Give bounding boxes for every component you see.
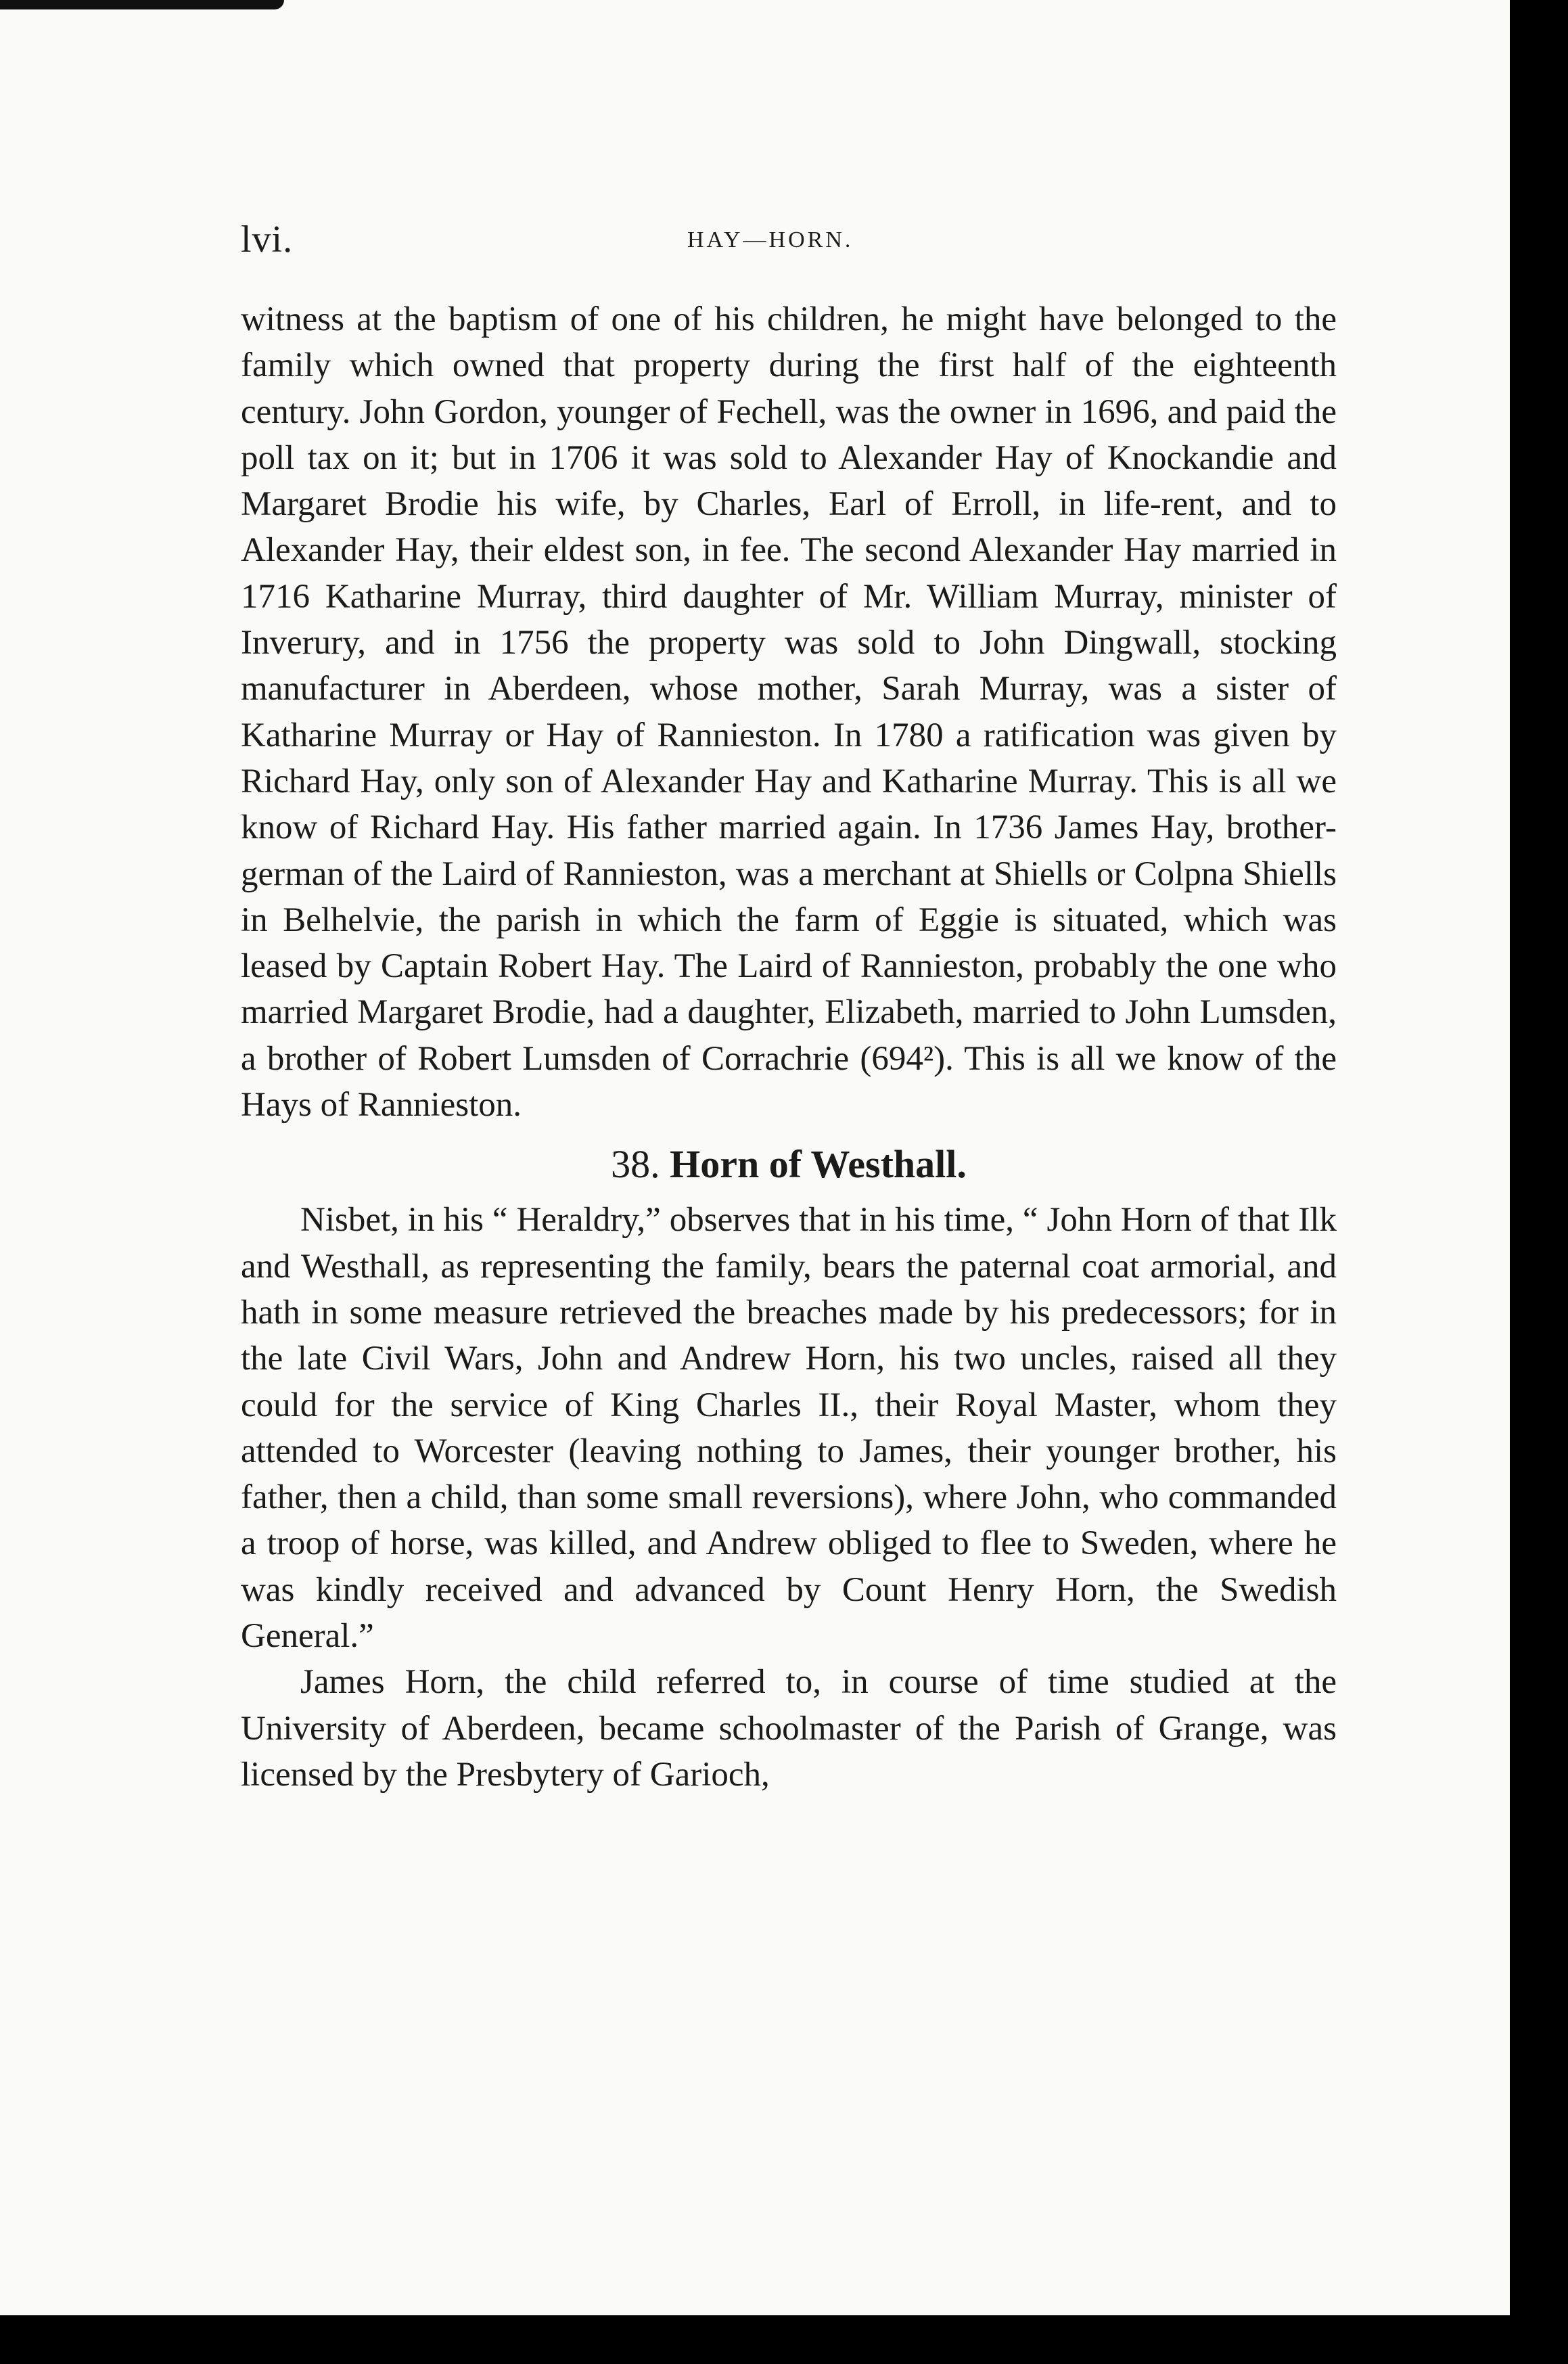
- page-header: [241, 218, 1330, 258]
- scan-edge-bottom: [0, 2315, 1568, 2364]
- page-number: lvi.: [241, 219, 294, 260]
- section-number: 38.: [611, 1142, 660, 1187]
- paragraph: witness at the baptism of one of his children, he might have belonged to the family which owned that property during the first half of the eighteenth century. John Gordon, younger of Fechell, was the owner in 1696, and paid the poll tax on it; but in 1706 it was sold to Alexander Hay of Knockandie and Margaret Brodie his wife, by Charles, Earl of Erroll, in life-rent, and to Alexander Hay, their eldest son, in fee. The second Alexander Hay married in 1716 Katharine Murray, third daughter of Mr. William Murray, minister of Inverury, and in 1756 the property was sold to John Dingwall, stocking manufacturer in Aberdeen, whose mother, Sarah Murray, was a sister of Katharine Murray or Hay of Rannieston. In 1780 a ratification was given by Richard Hay, only son of Alexander Hay and Katharine Murray. This is all we know of Richard Hay. His father married again. In 1736 James Hay, brother-german of the Laird of Rannieston, was a merchant at Shiells or Colpna Shiells in Belhelvie, the parish in which the farm of Eggie is situated, which was leased by Captain Robert Hay. The Laird of Rannieston, probably the one who married Margaret Brodie, had a daughter, Elizabeth, married to John Lumsden, a brother of Robert Lumsden of Corrachrie (694²). This is all we know of the Hays of Rannieston.: [241, 300, 1337, 1124]
- scan-edge-right: [1510, 0, 1568, 2364]
- body-text: [241, 296, 1337, 1798]
- running-head: HAY—HORN.: [687, 227, 854, 252]
- section-heading: [241, 1132, 1337, 1197]
- paragraph: James Horn, the child referred to, in course of time studied at the University of Aberdeen, became schoolmaster of the Parish of Grange, was licensed by the Presbytery of Garioch,: [241, 1663, 1337, 1794]
- scan-smudge: [0, 0, 284, 9]
- section-title: Horn of Westhall.: [670, 1142, 967, 1187]
- paragraph: Nisbet, in his “ Heraldry,” observes that in his time, “ John Horn of that Ilk and Westhall, as representing the family, bears the paternal coat armorial, and hath in some measure retrieved the breaches made by his predecessors; for in the late Civil Wars, John and Andrew Horn, his two uncles, raised all they could for the service of King Charles II., their Royal Master, whom they attended to Worcester (leaving nothing to James, their younger brother, his father, then a child, than some small reversions), where John, who commanded a troop of horse, was killed, and Andrew obliged to flee to Sweden, where he was kindly received and advanced by Count Henry Horn, the Swedish General.”: [241, 1201, 1337, 1656]
